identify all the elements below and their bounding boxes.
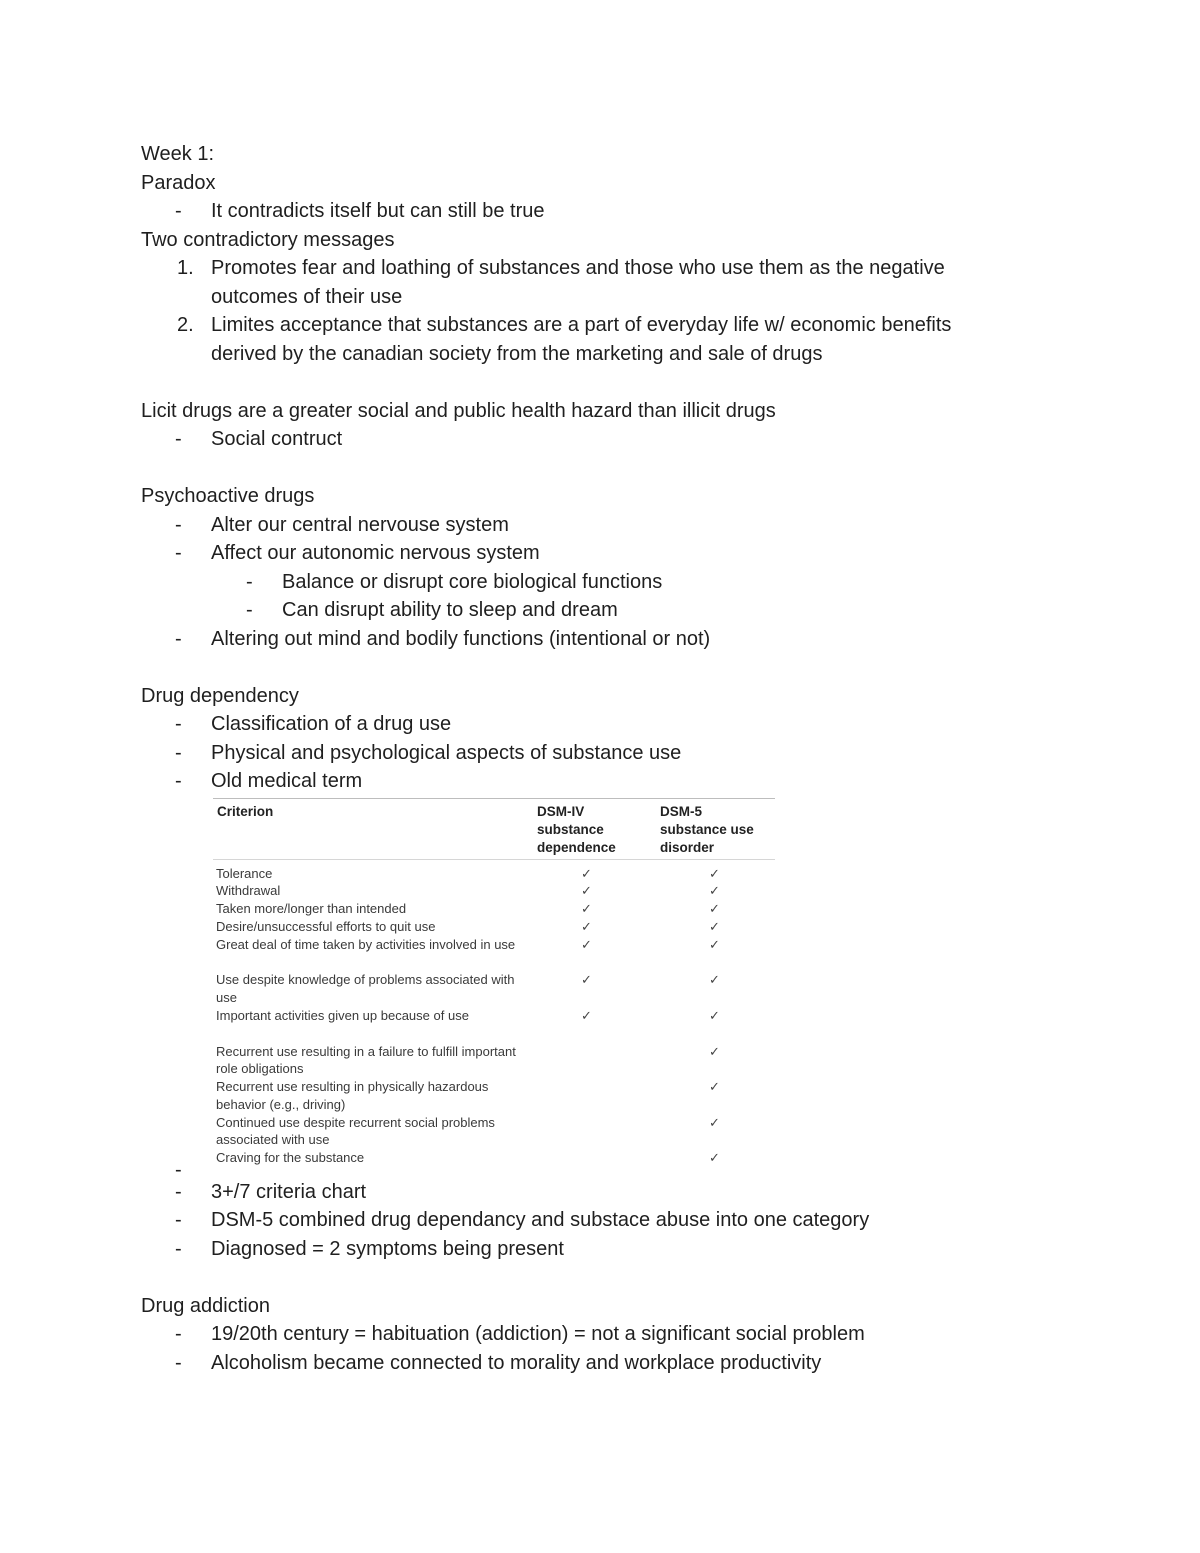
dependency-bullet xyxy=(141,710,1061,739)
dependency-heading: Drug dependency xyxy=(141,684,299,707)
bullet-dash: - xyxy=(175,1323,182,1345)
dsm5-check-icon: ✓ xyxy=(709,1150,720,1166)
dsm5-check-icon: ✓ xyxy=(709,972,720,988)
contradictory-heading: Two contradictory messages xyxy=(141,228,395,251)
bullet-text: Altering out mind and bodily functions (intentional or not) xyxy=(211,627,711,650)
table-row xyxy=(213,1114,775,1150)
bullet-dash: - xyxy=(175,770,182,792)
dsm4-check-icon: ✓ xyxy=(581,1007,592,1023)
paragraph-gap xyxy=(141,454,1061,483)
criterion-cell: Craving for the substance xyxy=(216,1150,365,1166)
dsm5-check-icon: ✓ xyxy=(709,1114,720,1130)
dsm4-check-icon: ✓ xyxy=(581,901,592,917)
licit-heading: Licit drugs are a greater social and public health hazard than illicit drugs xyxy=(141,399,776,422)
bullet-text: It contradicts itself but can still be true xyxy=(211,200,545,222)
psychoactive-bullet xyxy=(141,511,1061,540)
column-header-line: substance xyxy=(537,821,604,837)
dsm5-check-icon: ✓ xyxy=(709,883,720,899)
bullet-dash: - xyxy=(175,428,182,450)
bullet-text: Can disrupt ability to sleep and dream xyxy=(282,599,618,621)
dependency-bullet xyxy=(141,1178,1061,1207)
bullet-text: DSM-5 combined drug dependancy and substace abuse into one category xyxy=(211,1209,870,1231)
bullet-dash: - xyxy=(175,627,182,650)
addiction-heading: Drug addiction xyxy=(141,1294,270,1317)
bullet-dash: - xyxy=(175,542,182,564)
bullet-dash: - xyxy=(246,570,253,593)
bullet-text: Diagnosed = 2 symptoms being present xyxy=(211,1237,564,1260)
paradox-bullet xyxy=(141,197,1061,226)
table-row xyxy=(213,900,775,918)
dsm4-check-icon: ✓ xyxy=(581,972,592,988)
bullet-dash: - xyxy=(175,1180,182,1203)
bullet-text: 3+/7 criteria chart xyxy=(211,1180,367,1203)
criterion-cell: Taken more/longer than intended xyxy=(216,901,407,917)
dsm5-check-icon: ✓ xyxy=(709,1043,720,1059)
criterion-cell: Recurrent use resulting in physically hazardous behavior (e.g., driving) xyxy=(216,1079,489,1112)
dsm4-check-icon: ✓ xyxy=(581,865,592,881)
psychoactive-heading: Psychoactive drugs xyxy=(141,485,315,507)
column-header-dsm5 xyxy=(660,803,780,857)
bullet-dash: - xyxy=(175,713,182,735)
dependency-bullet xyxy=(141,1235,1061,1264)
criterion-cell: Withdrawal xyxy=(216,883,281,899)
criterion-cell: Continued use despite recurrent social problems associated with use xyxy=(216,1114,495,1148)
bullet-text: 19/20th century = habituation (addiction) = not a significant social problem xyxy=(211,1323,865,1345)
paragraph-gap xyxy=(141,368,1061,397)
column-header-line: dependence xyxy=(537,839,616,855)
bullet-text: Alter our central nervouse system xyxy=(211,513,509,536)
bullet-dash: - xyxy=(175,1158,182,1181)
table-row xyxy=(213,865,775,883)
column-header-line: DSM-IV xyxy=(537,803,585,819)
psychoactive-subbullet xyxy=(141,596,1061,625)
criterion-cell: Desire/unsuccessful efforts to quit use xyxy=(216,918,436,934)
dsm5-check-icon: ✓ xyxy=(709,936,720,952)
numbered-item-text-line2: derived by the canadian society from the marketing and sale of drugs xyxy=(211,342,823,365)
criterion-cell: Important activities given up because of use xyxy=(216,1007,469,1023)
column-header-dsm4 xyxy=(537,803,647,857)
table-row xyxy=(213,936,775,972)
week-title: Week 1: xyxy=(141,143,214,165)
psychoactive-subbullet xyxy=(141,568,1061,597)
list-number: 1. xyxy=(177,257,194,279)
document-body xyxy=(141,140,1061,1377)
bullet-text: Alcoholism became connected to morality and workplace productivity xyxy=(211,1351,822,1374)
bullet-text: Old medical term xyxy=(211,770,363,792)
criterion-cell: Tolerance xyxy=(216,865,273,881)
addiction-bullet xyxy=(141,1320,1061,1349)
numbered-item-text-line1: Promotes fear and loathing of substances and those who use them as the negative xyxy=(211,257,945,279)
criterion-cell: Use despite knowledge of problems associated with use xyxy=(216,972,515,1006)
dsm5-check-icon: ✓ xyxy=(709,901,720,917)
addiction-bullet xyxy=(141,1349,1061,1378)
bullet-text: Affect our autonomic nervous system xyxy=(211,542,540,564)
psychoactive-bullet xyxy=(141,539,1061,568)
table-row xyxy=(213,1149,775,1167)
column-header-line: substance use xyxy=(660,821,754,837)
dsm5-check-icon: ✓ xyxy=(709,865,720,881)
dsm5-check-icon: ✓ xyxy=(709,1007,720,1023)
criterion-cell: Great deal of time taken by activities involved in use xyxy=(216,936,516,952)
bullet-dash: - xyxy=(175,1237,182,1260)
bullet-text: Social contruct xyxy=(211,428,343,450)
bullet-dash: - xyxy=(246,599,253,621)
column-header-line: disorder xyxy=(660,839,715,855)
dependency-bullet xyxy=(141,767,1061,796)
dependency-bullet xyxy=(141,739,1061,768)
numbered-item-2 xyxy=(141,311,1061,368)
dependency-bullet xyxy=(141,1206,1061,1235)
column-header-criterion: Criterion xyxy=(217,803,274,819)
table-header-rule xyxy=(213,859,775,860)
licit-bullet xyxy=(141,425,1061,454)
dsm4-check-icon: ✓ xyxy=(581,936,592,952)
dsm5-check-icon: ✓ xyxy=(709,1079,720,1095)
table-row xyxy=(213,971,775,1007)
numbered-item-1 xyxy=(141,254,1061,311)
bullet-dash: - xyxy=(175,1351,182,1374)
table-top-rule xyxy=(213,798,775,799)
bullet-dash: - xyxy=(175,513,182,536)
psychoactive-bullet xyxy=(141,625,1061,654)
table-row xyxy=(213,1043,775,1079)
criterion-cell: Recurrent use resulting in a failure to fulfill important role obligations xyxy=(216,1043,516,1077)
criteria-figure-row xyxy=(141,796,1061,1181)
list-number: 2. xyxy=(177,314,194,336)
criteria-table-image xyxy=(213,798,775,1176)
dsm5-check-icon: ✓ xyxy=(709,918,720,934)
dsm4-check-icon: ✓ xyxy=(581,883,592,899)
column-header-line: DSM-5 xyxy=(660,803,703,819)
numbered-item-text-line2: outcomes of their use xyxy=(211,285,403,308)
table-row xyxy=(213,882,775,900)
bullet-dash: - xyxy=(175,1209,182,1231)
dsm4-check-icon: ✓ xyxy=(581,918,592,934)
table-row xyxy=(213,1078,775,1114)
table-row xyxy=(213,1007,775,1043)
bullet-text: Balance or disrupt core biological functions xyxy=(282,570,663,593)
bullet-dash: - xyxy=(175,741,182,764)
bullet-dash: - xyxy=(175,200,182,222)
numbered-item-text-line1: Limites acceptance that substances are a part of everyday life w/ economic benefits xyxy=(211,314,952,336)
bullet-text: Physical and psychological aspects of substance use xyxy=(211,741,682,764)
paragraph-gap xyxy=(141,653,1061,682)
paragraph-gap xyxy=(141,1263,1061,1292)
table-row xyxy=(213,918,775,936)
bullet-text: Classification of a drug use xyxy=(211,713,452,735)
paradox-heading: Paradox xyxy=(141,171,216,194)
